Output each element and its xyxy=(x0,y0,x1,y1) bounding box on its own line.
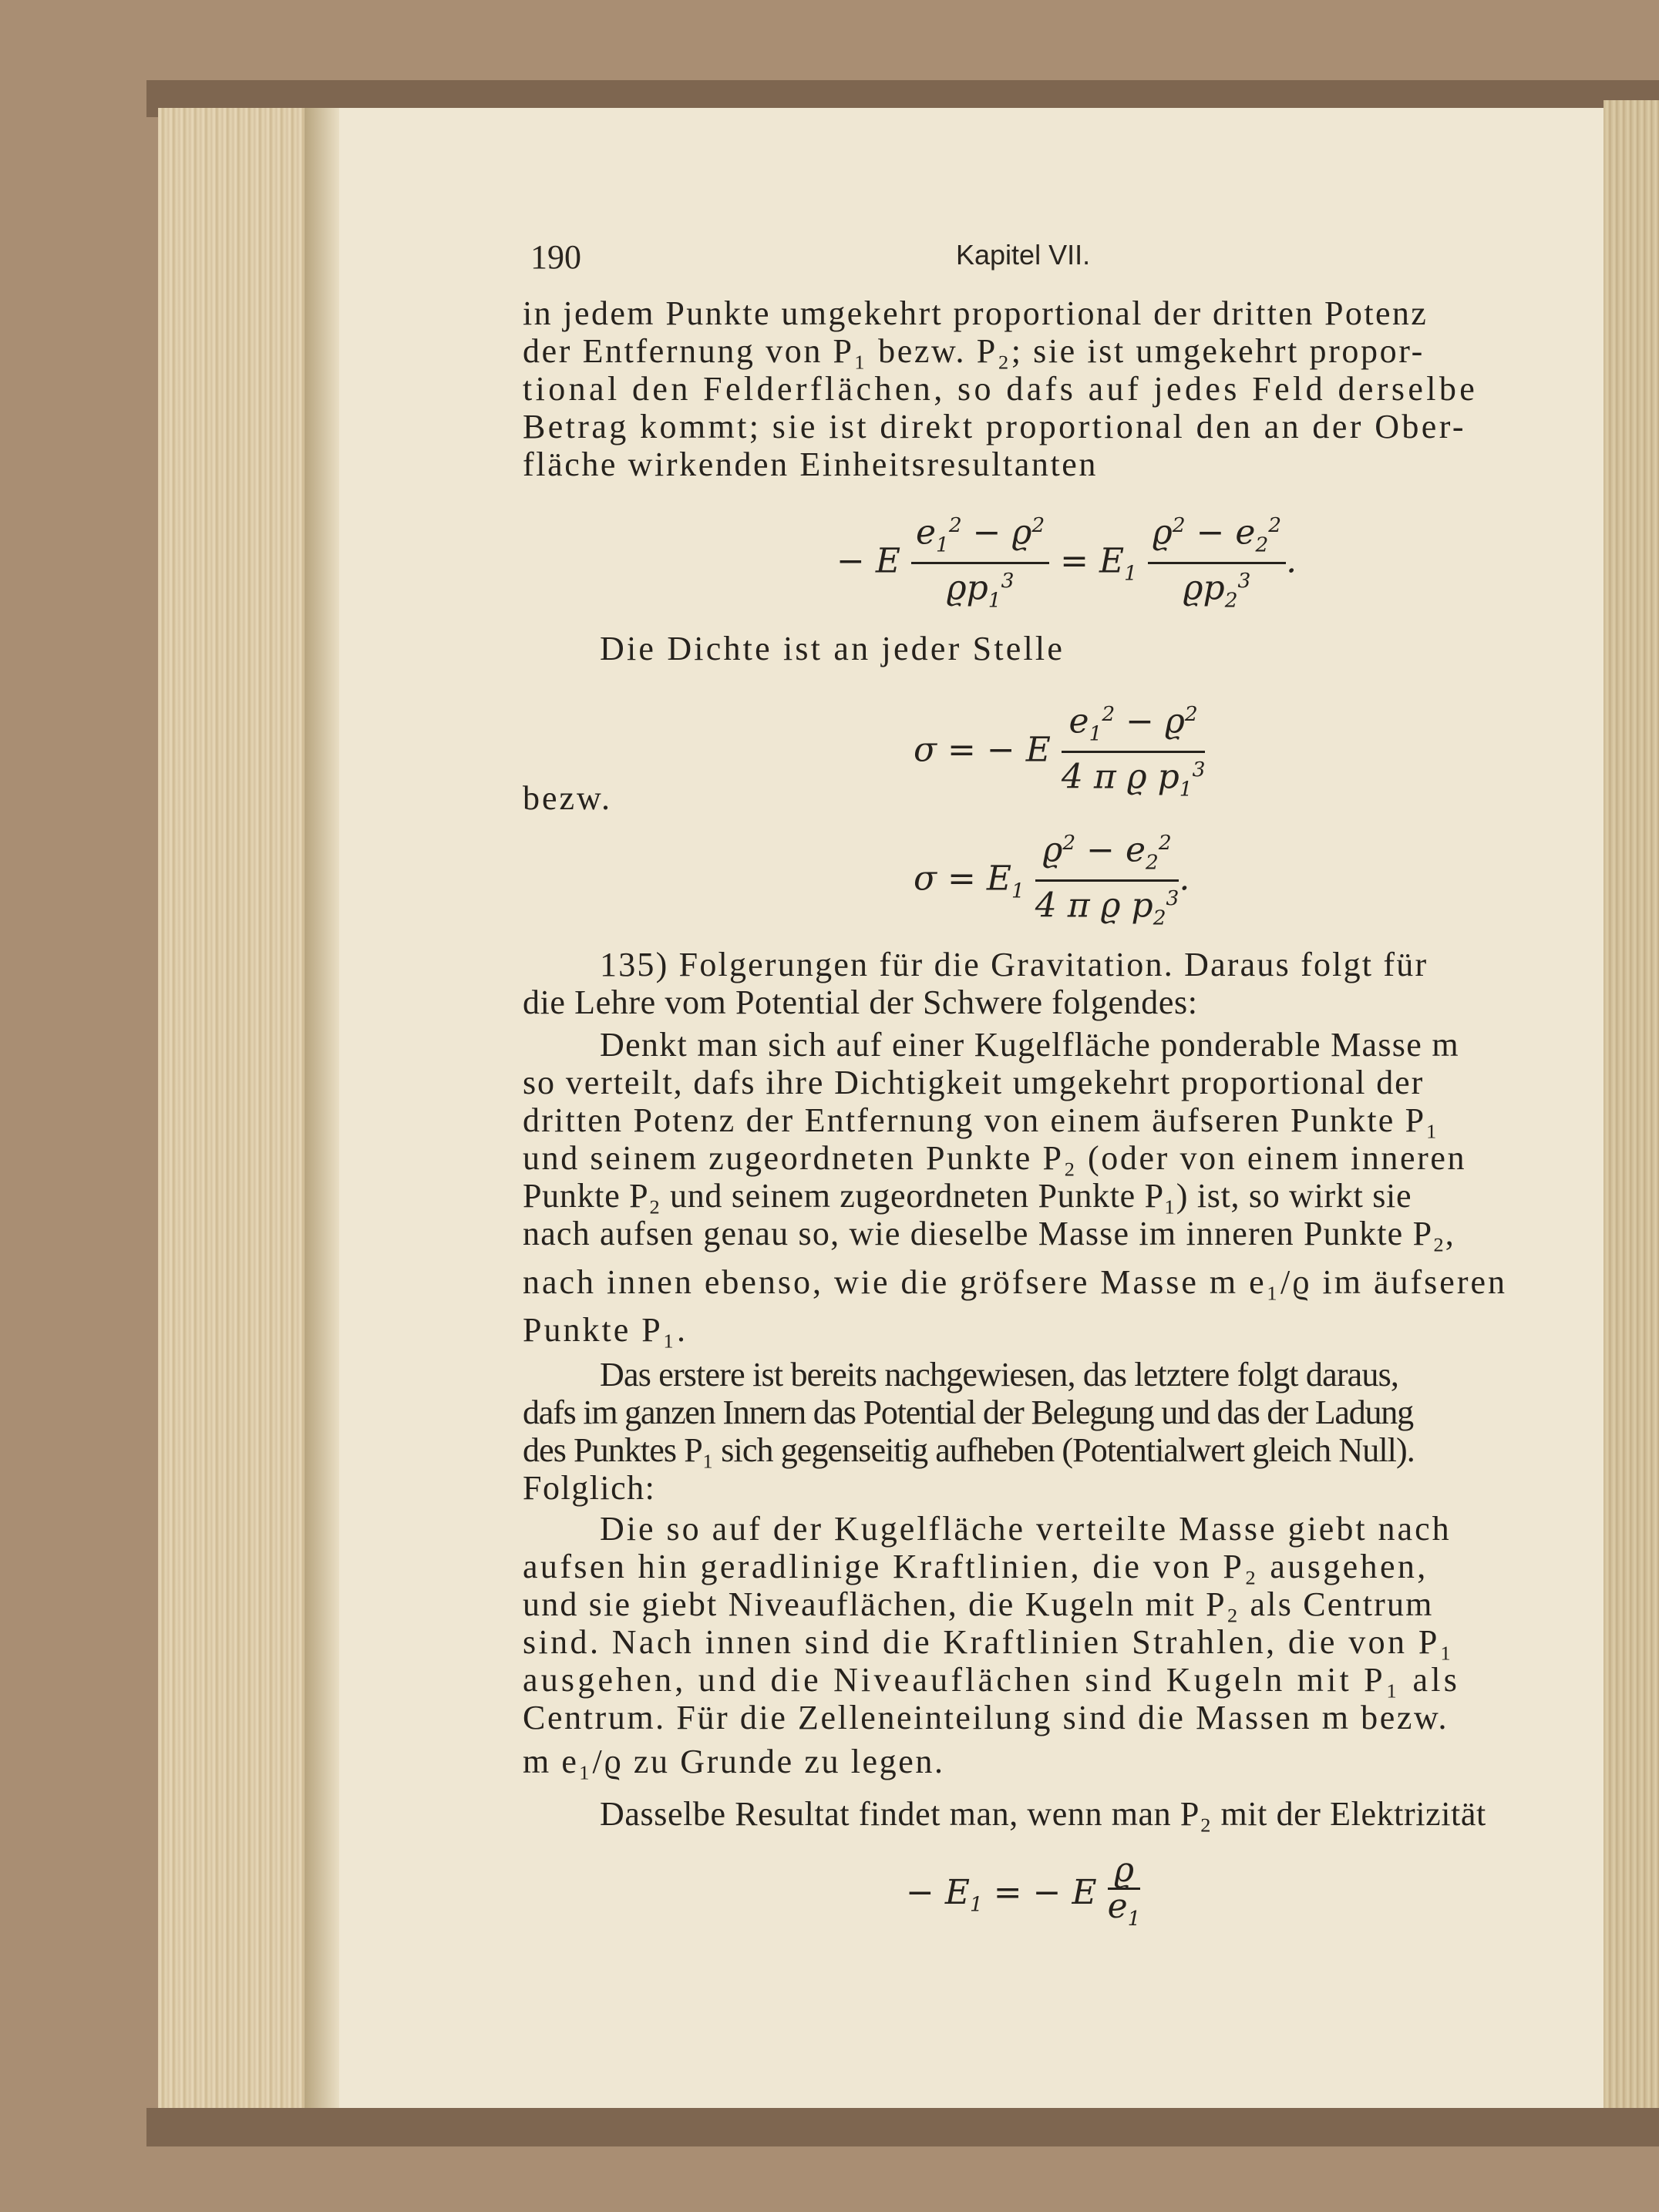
chapter-header: Kapitel VII. xyxy=(956,239,1091,271)
left-page-stack xyxy=(158,108,320,2112)
text-line: Betrag kommt; sie ist direkt proportional den an der Ober- xyxy=(523,408,1466,445)
text-line: des Punktes P₁ sich gegenseitig aufheben (Potentialwert gleich Null). xyxy=(523,1431,1415,1469)
text-line: tional den Felderflächen, so dafs auf jedes Feld derselbe xyxy=(523,370,1479,408)
text-line: bezw. xyxy=(523,779,612,817)
text-line: dritten Potenz der Entfernung von einem äufseren Punkte P₁ xyxy=(523,1101,1439,1139)
text-line: Denkt man sich auf einer Kugelfläche ponderable Masse m xyxy=(600,1026,1459,1064)
text-line: Dasselbe Resultat findet man, wenn man P₂ mit der Elektrizität xyxy=(600,1795,1486,1833)
text-line: aufsen hin geradlinige Kraftlinien, die von P₂ ausgehen, xyxy=(523,1548,1428,1585)
equation-3: $\sigma = E_1$ $\frac{ϱ^2 - e_2^2}{4 \pi ϱ p_2^3}$ . xyxy=(914,826,1190,936)
text-line: der Entfernung von P₁ bezw. P₂; sie ist umgekehrt propor- xyxy=(523,332,1425,370)
text-line: Die Dichte ist an jeder Stelle xyxy=(600,630,1065,667)
text-line: und sie giebt Niveauflächen, die Kugeln mit P₂ als Centrum xyxy=(523,1585,1434,1623)
text-line: Punkte P₁. xyxy=(523,1311,688,1349)
text-line: Die so auf der Kugelfläche verteilte Masse giebt nach xyxy=(600,1510,1452,1548)
page-number: 190 xyxy=(530,238,581,276)
section-heading-line: 135) Folgerungen für die Gravitation. Daraus folgt für xyxy=(600,946,1428,983)
text-line: Das erstere ist bereits nachgewiesen, das letztere folgt daraus, xyxy=(600,1356,1399,1393)
book-cover-bottom-edge xyxy=(146,2108,1659,2146)
text-line: Punkte P₂ und seinem zugeordneten Punkte P₁) ist, so wirkt sie xyxy=(523,1177,1412,1215)
text-line: Folglich: xyxy=(523,1469,656,1507)
equation-4: − $E_1$ = − E $\frac{ϱ}{e_1}$ xyxy=(906,1851,1141,1931)
text-line: nach aufsen genau so, wie dieselbe Masse im inneren Punkte P₂, xyxy=(523,1215,1455,1252)
text-line: in jedem Punkte umgekehrt proportional der dritten Potenz xyxy=(523,294,1428,332)
text-line: so verteilt, dafs ihre Dichtigkeit umgekehrt proportional der xyxy=(523,1064,1425,1101)
right-page-edge xyxy=(1603,100,1659,2120)
text-line: fläche wirkenden Einheitsresultanten xyxy=(523,445,1099,483)
text-line: nach innen ebenso, wie die gröfsere Masse m e₁/ϱ im äufseren xyxy=(523,1263,1508,1301)
text-line: und seinem zugeordneten Punkte P₂ (oder von einem inneren xyxy=(523,1139,1467,1177)
equation-1: − E $\frac{e_1^2 - ϱ^2}{ϱp_1^3}$ = $E_1$ $\frac{ϱ^2 - e_2^2}{ϱp_2^3}$ . xyxy=(836,509,1297,618)
text-line: die Lehre vom Potential der Schwere folgendes: xyxy=(523,983,1198,1021)
text-line: dafs im ganzen Innern das Potential der Belegung und das der Ladung xyxy=(523,1393,1413,1431)
equation-2: σ = − E $\frac{e_1^2 - ϱ^2}{4 \pi ϱ p_1^3}$ xyxy=(914,698,1205,807)
text-line: sind. Nach innen sind die Kraftlinien Strahlen, die von P₁ xyxy=(523,1623,1455,1661)
text-line: ausgehen, und die Niveauflächen sind Kugeln mit P₁ als xyxy=(523,1661,1461,1699)
page-gutter xyxy=(305,108,339,2112)
text-line: Centrum. Für die Zelleneinteilung sind die Massen m bezw. xyxy=(523,1699,1449,1736)
text-line: m e₁/ϱ zu Grunde zu legen. xyxy=(523,1743,945,1780)
